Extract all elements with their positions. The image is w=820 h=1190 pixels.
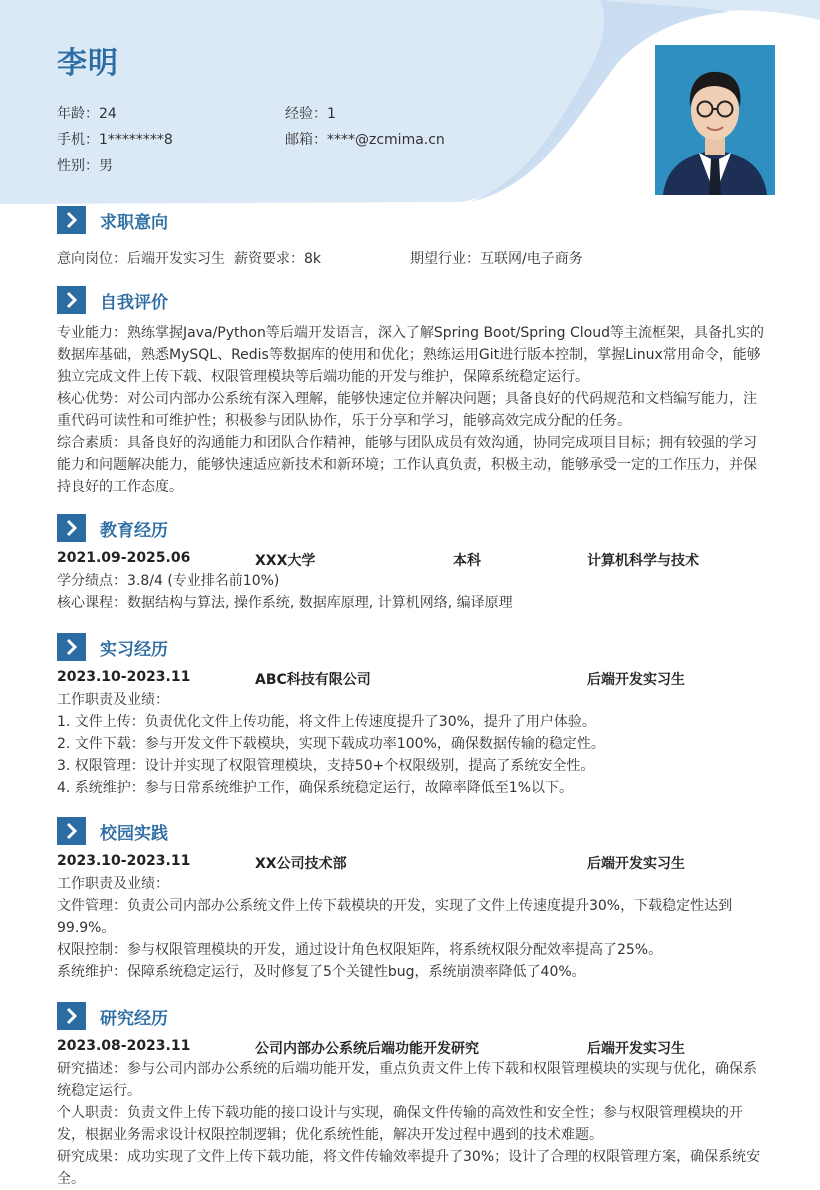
internship-line: 1. 文件上传：负责优化文件上传功能，将文件上传速度提升了30%，提升了用户体验。 (57, 714, 596, 730)
section-job-intent (57, 206, 767, 268)
education-courses: 核心课程：数据结构与算法, 操作系统, 数据库原理, 计算机网络, 编译原理 (57, 595, 513, 611)
campus-line: 工作职责及业绩： (57, 876, 169, 892)
education-gpa: 学分绩点：3.8/4 (专业排名前10%) (57, 573, 280, 589)
section-campus-practice (57, 817, 767, 983)
intent-salary: 薪资要求：8k (234, 251, 322, 267)
internship-line: 4. 系统维护：参与日常系统维护工作，确保系统稳定运行，故障率降低至1%以下。 (57, 780, 574, 796)
internship-line: 工作职责及业绩： (57, 692, 169, 708)
internship-company: ABC科技有限公司 (255, 672, 371, 688)
experience-info: 经验：1 (285, 106, 336, 122)
section-title: 求职意向 (100, 213, 168, 233)
chevron-right-icon (57, 1002, 86, 1030)
research-period: 2023.08-2023.11 (57, 1038, 191, 1054)
research-role: 后端开发实习生 (587, 1041, 685, 1057)
education-period: 2021.09-2025.06 (57, 550, 191, 566)
self-eval-paragraph: 综合素质：具备良好的沟通能力和团队合作精神，能够与团队成员有效沟通，协同完成项目目标；拥有较强的学习能力和问题解决能力，能够快速适应新技术和新环境；工作认真负责，积极主动，能够承受一定的工作压力，并保持良好的工作态度。 (57, 435, 757, 495)
section-self-evaluation (57, 286, 767, 498)
campus-line: 权限控制：参与权限管理模块的开发，通过设计角色权限矩阵，将系统权限分配效率提高了25%。 (57, 942, 663, 958)
chevron-right-icon (57, 633, 86, 661)
education-major: 计算机科学与技术 (587, 553, 699, 569)
chevron-right-icon (57, 817, 86, 845)
research-line: 个人职责：负责文件上传下载功能的接口设计与实现，确保文件传输的高效性和安全性；参与权限管理模块的开发，根据业务需求设计权限控制逻辑；优化系统性能，解决开发过程中遇到的技术难题。 (57, 1105, 743, 1143)
email-info: 邮箱：****@zcmima.cn (285, 132, 445, 148)
research-line: 研究描述：参与公司内部办公系统的后端功能开发，重点负责文件上传下载和权限管理模块的实现与优化，确保系统稳定运行。 (57, 1061, 757, 1099)
chevron-right-icon (57, 206, 86, 234)
age-info: 年龄：24 (57, 106, 117, 122)
campus-org: XX公司技术部 (255, 856, 347, 872)
education-school: XXX大学 (255, 553, 316, 569)
self-eval-paragraph: 核心优势：对公司内部办公系统有深入理解，能够快速定位并解决问题；具备良好的代码规范和文档编写能力，注重代码可读性和可维护性；积极参与团队协作，乐于分享和学习，能够高效完成分配的任务。 (57, 391, 757, 429)
education-degree: 本科 (453, 553, 481, 569)
section-research (57, 1002, 767, 1190)
internship-line: 3. 权限管理：设计并实现了权限管理模块，支持50+个权限级别，提高了系统安全性。 (57, 758, 595, 774)
intent-position: 意向岗位：后端开发实习生 (57, 251, 225, 267)
section-education (57, 514, 767, 614)
campus-period: 2023.10-2023.11 (57, 853, 191, 869)
internship-line: 2. 文件下载：参与开发文件下载模块，实现下载成功率100%，确保数据传输的稳定性。 (57, 736, 605, 752)
section-title: 校园实践 (100, 824, 168, 844)
phone-info: 手机：1********8 (57, 132, 173, 148)
research-line: 研究成果：成功实现了文件上传下载功能，将文件传输效率提升了30%；设计了合理的权限管理方案，确保系统安全。 (57, 1149, 761, 1187)
campus-role: 后端开发实习生 (587, 856, 685, 872)
campus-line: 系统维护：保障系统稳定运行，及时修复了5个关键性bug，系统崩溃率降低了40%。 (57, 964, 586, 980)
profile-photo (655, 45, 775, 195)
internship-role: 后端开发实习生 (587, 672, 685, 688)
section-title: 教育经历 (100, 521, 168, 541)
section-title: 自我评价 (100, 293, 168, 313)
gender-info: 性别：男 (57, 158, 113, 174)
internship-period: 2023.10-2023.11 (57, 669, 191, 685)
section-internship (57, 633, 767, 799)
campus-line: 文件管理：负责公司内部办公系统文件上传下载模块的开发，实现了文件上传速度提升30%，下载稳定性达到99.9%。 (57, 898, 733, 936)
chevron-right-icon (57, 514, 86, 542)
chevron-right-icon (57, 286, 86, 314)
candidate-name: 李明 (57, 46, 119, 81)
self-eval-paragraph: 专业能力：熟练掌握Java/Python等后端开发语言，深入了解Spring Boot/Spring Cloud等主流框架，具备扎实的数据库基础，熟悉MySQL、Redis等数据库的使用和优化；熟练运用Git进行版本控制，掌握Linux常用命令，能够独立完成文件上传下载、权限管理模块等后端功能的开发与维护，保障系统稳定运行。 (57, 325, 765, 385)
research-topic: 公司内部办公系统后端功能开发研究 (255, 1041, 479, 1057)
section-title: 实习经历 (100, 640, 168, 660)
section-title: 研究经历 (100, 1009, 168, 1029)
intent-industry: 期望行业：互联网/电子商务 (410, 251, 583, 267)
